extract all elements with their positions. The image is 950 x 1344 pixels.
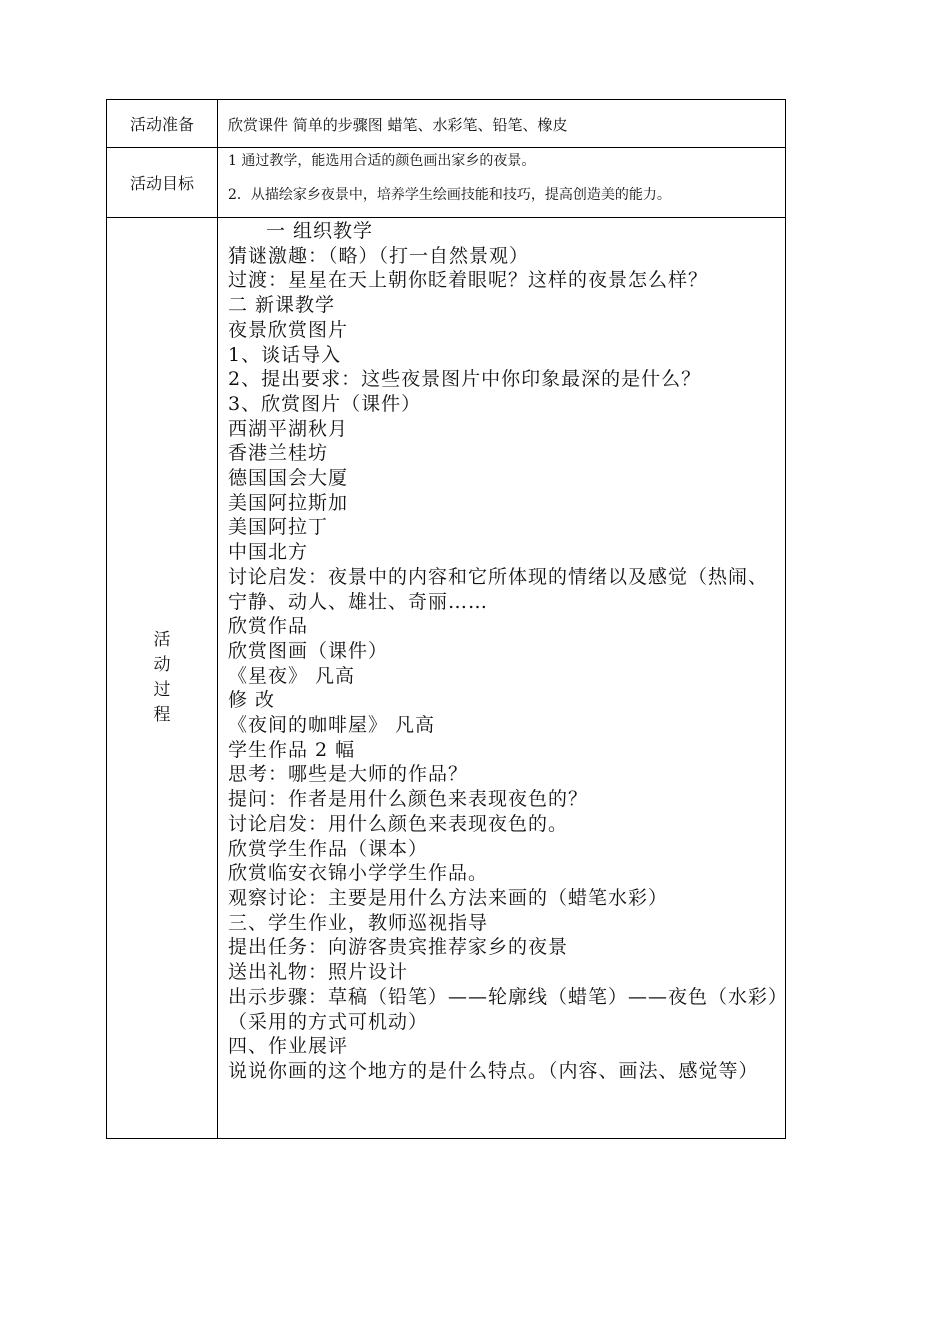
process-line: 西湖平湖秋月	[228, 417, 349, 440]
row-activity-goal	[107, 148, 786, 218]
process-line: 欣赏图画（课件）	[228, 639, 389, 662]
goal-item-1: 1 通过教学，能选用合适的颜色画出家乡的夜景。	[228, 153, 536, 169]
process-line: 送出礼物：照片设计	[228, 961, 409, 984]
process-line: 3、欣赏图片（课件）	[228, 392, 422, 415]
lesson-plan-table	[106, 99, 789, 1139]
process-line: 2、提出要求：这些夜景图片中你印象最深的是什么？	[228, 368, 702, 391]
process-line: 中国北方	[228, 541, 309, 564]
process-line: 欣赏临安衣锦小学学生作品。	[228, 862, 489, 885]
section-heading: 一 组织教学	[266, 220, 374, 242]
row-activity-process	[107, 218, 786, 1139]
process-line: 过渡：星星在天上朝你眨着眼呢？这样的夜景怎么样？	[228, 269, 709, 292]
process-line: 出示步骤：草稿（铅笔）——轮廓线（蜡笔）——夜色（水彩）	[228, 985, 789, 1008]
row-activity-preparation	[107, 100, 786, 148]
process-line: 讨论启发：夜景中的内容和它所体现的情绪以及感觉（热闹、 宁静、动人、雄壮、奇丽……	[228, 565, 769, 613]
process-line: 美国阿拉丁	[228, 516, 329, 539]
process-text	[218, 218, 789, 1084]
process-line: 《星夜》 凡高	[228, 664, 356, 687]
process-line: 思考：哪些是大师的作品？	[228, 763, 469, 786]
process-line: 德国国会大厦	[228, 467, 349, 490]
process-line: 提问：作者是用什么颜色来表现夜色的？	[228, 788, 589, 811]
process-line: 提出任务：向游客贵宾推荐家乡的夜景	[228, 936, 569, 959]
label-activity-process	[107, 218, 218, 1139]
cell-activity-process	[218, 218, 789, 1139]
label-char: 过	[153, 680, 171, 700]
process-line: 观察讨论：主要是用什么方法来画的（蜡笔水彩）	[228, 886, 669, 909]
label-activity-goal: 活动目标	[107, 148, 218, 218]
label-char: 活	[153, 630, 171, 650]
process-line: 猜谜激趣：（略）（打一自然景观）	[228, 244, 530, 267]
process-line: 夜景欣赏图片	[228, 318, 349, 341]
process-line: 修 改	[228, 689, 276, 712]
section-heading: 二 新课教学	[228, 294, 336, 317]
process-line: 1、谈话导入	[228, 343, 342, 366]
process-line: 香港兰桂坊	[228, 442, 329, 465]
process-line: 美国阿拉斯加	[228, 491, 349, 514]
process-line: 讨论启发：用什么颜色来表现夜色的。	[228, 812, 569, 835]
label-activity-preparation: 活动准备	[107, 100, 218, 148]
label-char: 程	[153, 705, 171, 725]
process-line: 欣赏学生作品（课本）	[228, 837, 429, 860]
section-heading: 三、学生作业，教师巡视指导	[228, 911, 489, 934]
process-line: 学生作品 2 幅	[228, 738, 356, 761]
label-char: 动	[153, 655, 171, 675]
cell-activity-goal	[218, 148, 786, 218]
cell-activity-preparation	[218, 100, 786, 148]
process-line: （采用的方式可机动）	[228, 1010, 429, 1033]
goal-item-2: 2．从描绘家乡夜景中，培养学生绘画技能和技巧，提高创造美的能力。	[228, 187, 671, 203]
process-line: 说说你画的这个地方的是什么特点。（内容、画法、感觉等）	[228, 1059, 759, 1082]
process-line: 《夜间的咖啡屋》 凡高	[228, 714, 436, 737]
activity-preparation-text: 欣赏课件 简单的步骤图 蜡笔、水彩笔、铅笔、橡皮	[228, 116, 568, 134]
section-heading: 四、作业展评	[228, 1035, 349, 1058]
process-line: 欣赏作品	[228, 615, 309, 638]
